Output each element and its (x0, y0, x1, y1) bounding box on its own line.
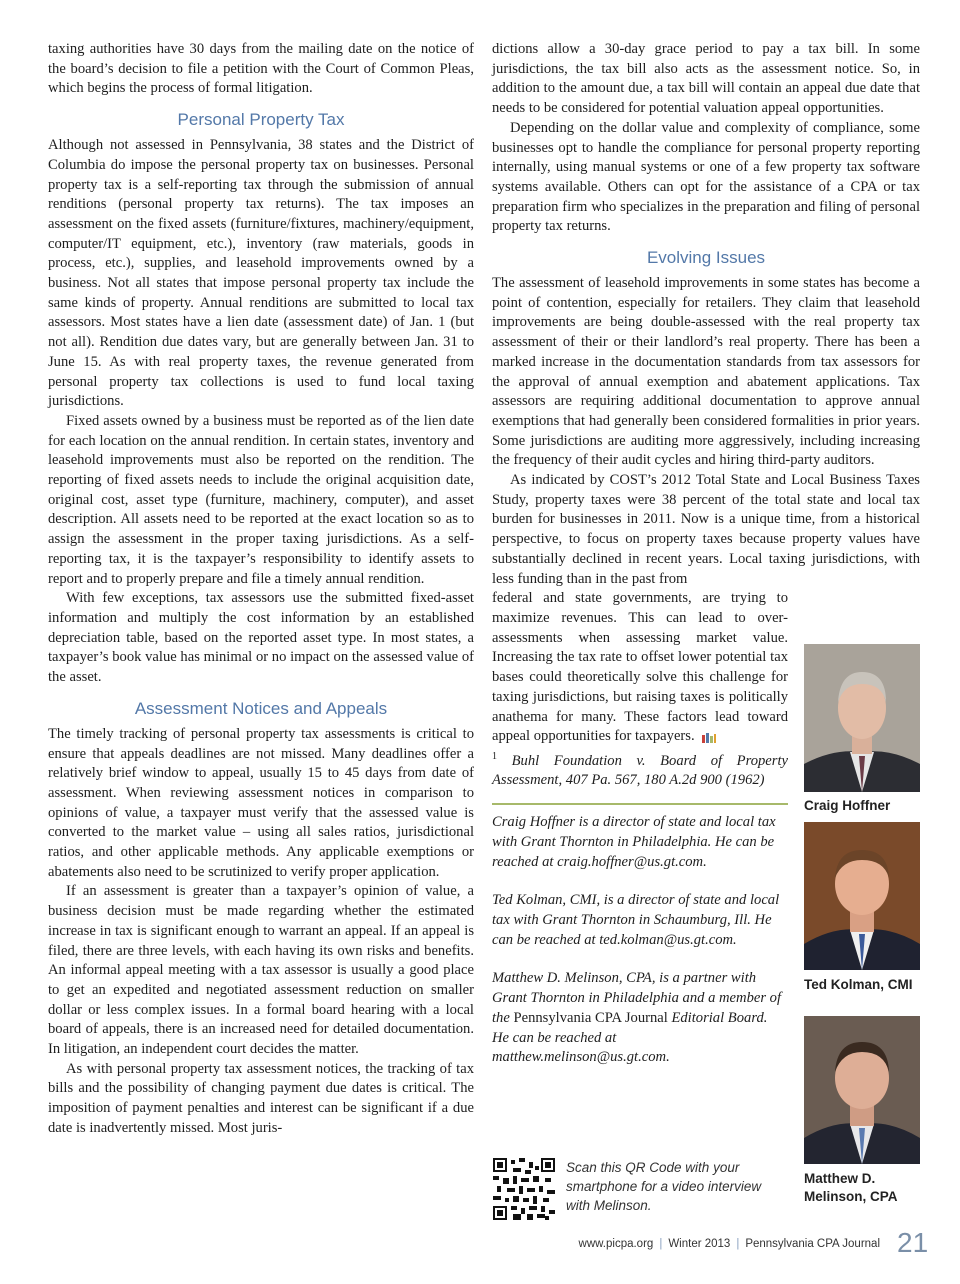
photo-matthew-melinson (804, 1016, 920, 1164)
heading-assessment-notices: Assessment Notices and Appeals (134, 698, 388, 718)
bio-ted-kolman: Ted Kolman, CMI, is a director of state and local tax with Grant Thornton in Schaumburg, Ill. He can be reached at ted.kolman@us.gt.com. (492, 892, 780, 948)
left-column (48, 40, 474, 1139)
heading-personal-property-tax: Personal Property Tax (177, 110, 345, 130)
paragraph: Fixed assets owned by a business must be reported as of the lien date for each location on the annual rendition. In certain states, inventory and leasehold improvements must also be reported on the rendition. The reporting of fixed assets needs to include the original acquisition date, original cost, asset type (furniture, machinery, computer), and asset description. All assets need to be reported at the exact location so as to assign the assessment in the proper taxing jurisdictions. As a self-reporting tax, it is the taxpayer’s responsibility to identify assets to report and to properly prepare and file a timely annual rendition. (48, 412, 474, 587)
paragraph: taxing authorities have 30 days from the mailing date on the notice of the board’s decision to file a petition with the Court of Common Pleas, which begins the process of formal litigation. (48, 41, 474, 97)
paragraph: As with personal property tax assessment notices, the tracking of tax bills and the possibility of changing payment due dates is critical. The imposition of payment penalties and interest can be significant if a due date is inadvertently missed. Most juris- (48, 1060, 474, 1136)
paragraph: Although not assessed in Pennsylvania, 38 states and the District of Columbia do impose the personal property tax on businesses. Personal property tax is a self-reporting tax through the submission of annual renditions (personal property tax returns). The tax imposes an assessment on the fixed assets (furniture/fixtures, machinery/equipment, computer/IT equipment, etc.), inventory (raw materials, goods in process, etc.), supplies, and leasehold improvements owned by a business. Not all states that impose personal property tax include the same kinds of property. Annual renditions are submitted to local tax assessors. Most states have a lien date (assessment date) of Jan. 1 (but not all). Rendition due dates vary, but are generally between Jan. 31 to June 15. As with real property taxes, the revenue generated from personal property tax collections is used to fund local taxing jurisdictions. (48, 137, 474, 410)
paragraph-wrapped (492, 589, 788, 747)
paragraph: The assessment of leasehold improvements in some states has become a point of contention, especially for retailers. They claim that leasehold improvements are being double-assessed with the real property tax assessment of their or their landlord’s real property. There has been a marked increase in the documentation standards from tax assessors for the approval of annual exemption and abatement applications. Tax assessors are requiring additional documentation to approve annual exemptions that had generally been considered formalities in prior years. Some jurisdictions are auditing more aggressively, including increasing the frequency of their audit cycles and hiring third-party auditors. (492, 275, 920, 469)
footer-site-link[interactable]: www.picpa.org (578, 1238, 654, 1250)
divider (492, 803, 788, 805)
end-mark-icon (701, 731, 717, 743)
qr-code-icon[interactable] (493, 1158, 555, 1220)
footer-journal: Pennsylvania CPA Journal (745, 1238, 880, 1250)
qr-caption: Scan this QR Code with your smartphone for a video interview with Melinson. (566, 1160, 762, 1213)
paragraph: With few exceptions, tax assessors use the submitted fixed-asset information and multiply the cost information by an established depreciation table, based on the reported asset type. In most states, a taxpayer’s book value has minimal or no impact on the assessed value of the asset. (48, 590, 474, 686)
page-number: 21 (897, 1227, 929, 1258)
paragraph: Depending on the dollar value and complexity of compliance, some businesses opt to handle the compliance for personal property reporting internally, using manual systems or one of a few property tax software systems available. Others can opt for the assistance of a CPA or tax preparation firm who specializes in the preparation and filing of personal property tax returns. (492, 119, 920, 235)
footnote (492, 747, 788, 791)
paragraph: dictions allow a 30-day grace period to pay a tax bill. In some jurisdictions, the tax bill also acts as the assessment notice. So, in addition to the amount due, a tax bill will contain an appeal due date that needs to be considered for potential valuation appeal opportunities. (492, 41, 920, 117)
footnote-text: Buhl Foundation v. Board of Property Assessment, 407 Pa. 567, 180 A.2d 900 (1962) (492, 752, 788, 789)
page-footer: www.picpa.org | Winter 2013 | Pennsylvania CPA Journal (578, 1238, 880, 1250)
paragraph: As indicated by COST’s 2012 Total State and Local Business Taxes Study, property taxes were 38 percent of the total state and local tax burden for businesses in 2011. Now is a unique time, from a historical perspective, to focus on property taxes because property values have substantially declined in recent years. Local taxing jurisdictions, with less funding than in the past from (492, 472, 920, 587)
bio-craig-hoffner: Craig Hoffner is a director of state and local tax with Grant Thornton in Philadelphia. He can be reached at craig.hoffner@us.gt.com. (492, 814, 776, 870)
caption-craig-hoffner: Craig Hoffner (804, 798, 891, 813)
heading-evolving-issues: Evolving Issues (646, 248, 766, 268)
footer-issue: Winter 2013 (668, 1238, 731, 1250)
photo-craig-hoffner (804, 644, 920, 792)
paragraph: If an assessment is greater than a taxpayer’s opinion of value, a business decision must be made regarding whether the estimated increase in tax is significant enough to warrant an appeal. If an appeal is filed, there are three levels, with each having its own risks and benefits. An informal appeal meeting with a tax assessor is usually a good place to get an expedited and negotiated assessment reduction on smaller dollar or less complex issues. In a formal board hearing with a local board of appeals, there is an increased need for detailed documentation. In litigation, an independent court decides the matter. (48, 883, 474, 1058)
bio-matthew-melinson: Matthew D. Melinson, CPA, is a partner with Grant Thornton in Philadelphia and a member of the Pennsylvania CPA Journal Editorial Board. He can be reached at matthew.melinson@us.gt.com. (492, 970, 782, 1066)
journal-name: Pennsylvania CPA Journal (513, 1009, 668, 1026)
caption-ted-kolman: Ted Kolman, CMI (804, 977, 913, 992)
photo-ted-kolman (804, 822, 920, 970)
caption-matthew-melinson-line1: Matthew D. (804, 1171, 876, 1186)
footnote-number: 1 (492, 750, 497, 762)
paragraph-text: federal and state governments, are trying to maximize revenues. This can lead to over-assessments when assessing market value. Increasing the tax rate to offset lower potential tax bases could theoretically solve this challenge for taxing jurisdictions, but raising taxes is politically anathema for many. These factors lead toward appeal opportunities for taxpayers. (492, 590, 788, 745)
caption-matthew-melinson-line2: Melinson, CPA (804, 1189, 898, 1204)
paragraph: The timely tracking of personal property tax assessments is critical to ensure that appeals deadlines are not missed. Many deadlines offer a relatively brief window to appeal, usually 15 to 45 days from date of assessment. When reviewing assessment notices in comparison to opinions of value, a taxpayer must verify that the assessed value is converted to the market value – using all sales ratios, jurisdictional ratios, and other applicable methods. Any applicable exemptions or abatements also need to be scrutinized to verify proper application. (48, 725, 474, 880)
